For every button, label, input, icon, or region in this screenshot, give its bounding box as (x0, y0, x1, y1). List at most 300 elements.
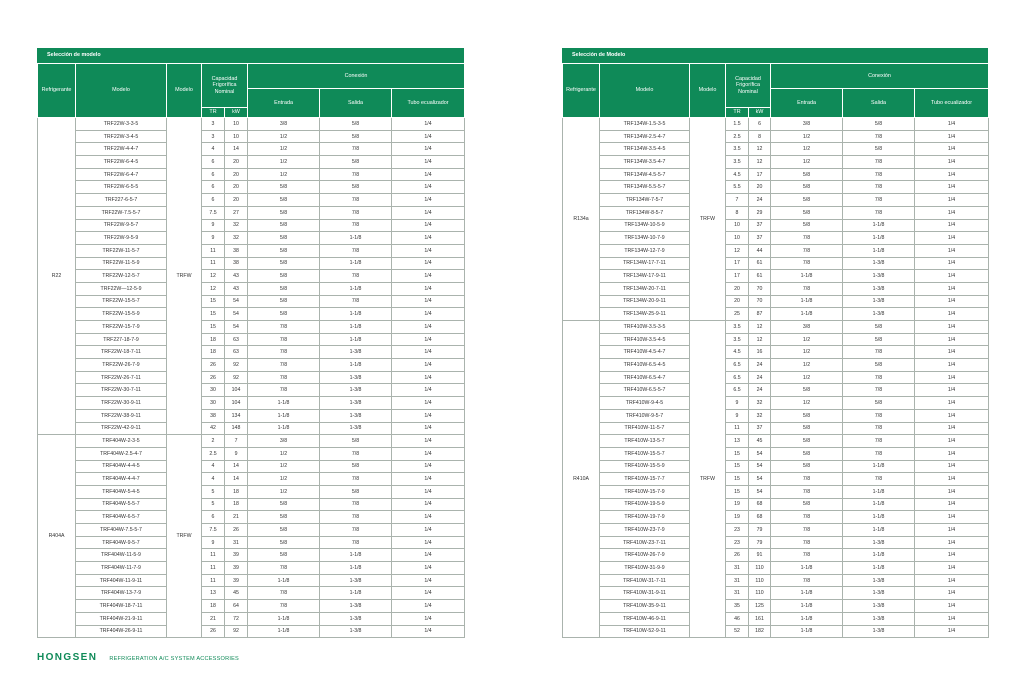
tr-cell: 7.5 (202, 524, 225, 537)
brand-logo: HONGSEN (37, 652, 98, 663)
salida-cell: 1-1/8 (320, 308, 392, 321)
table-row (38, 612, 465, 625)
salida-cell: 1-1/8 (320, 282, 392, 295)
model-cell: TRF22W-9-5-7 (76, 219, 167, 232)
salida-cell: 1-3/8 (843, 600, 915, 613)
tr-cell: 26 (202, 625, 225, 638)
tubo-cell: 1/4 (915, 460, 989, 473)
salida-cell: 7/8 (843, 346, 915, 359)
model-cell: TRF410W-23-7-11 (600, 536, 690, 549)
kw-cell: 26 (225, 524, 248, 537)
table-row (563, 422, 989, 435)
entrada-cell: 7/8 (771, 524, 843, 537)
entrada-cell: 5/8 (248, 232, 320, 245)
salida-cell: 1-3/8 (320, 397, 392, 410)
kw-cell: 38 (225, 244, 248, 257)
tr-cell: 9 (202, 232, 225, 245)
entrada-cell: 1-1/8 (771, 625, 843, 638)
entrada-cell: 5/8 (248, 282, 320, 295)
entrada-cell: 5/8 (771, 194, 843, 207)
header-tr: TR (202, 108, 225, 118)
tubo-cell: 1/4 (915, 244, 989, 257)
tr-cell: 4 (202, 143, 225, 156)
model-cell: TRF134W-2.5-4-7 (600, 130, 690, 143)
tubo-cell: 1/4 (915, 498, 989, 511)
table-row (38, 244, 465, 257)
table-row (38, 359, 465, 372)
salida-cell: 1-3/8 (320, 371, 392, 384)
kw-cell: 39 (225, 562, 248, 575)
kw-cell: 110 (749, 562, 771, 575)
kw-cell: 12 (749, 143, 771, 156)
tr-cell: 7.5 (202, 206, 225, 219)
header-modelo-series: Modelo (690, 64, 726, 118)
refrigerant-cell: R22 (38, 118, 76, 435)
tr-cell: 3 (202, 118, 225, 131)
salida-cell: 7/8 (320, 194, 392, 207)
tr-cell: 6.5 (726, 371, 749, 384)
table-row (38, 333, 465, 346)
tubo-cell: 1/4 (915, 282, 989, 295)
model-cell: TRF134W-17-9-11 (600, 270, 690, 283)
kw-cell: 24 (749, 194, 771, 207)
model-cell: TRF410W-46-9-11 (600, 612, 690, 625)
kw-cell: 91 (749, 549, 771, 562)
salida-cell: 1-1/8 (320, 321, 392, 334)
table-row (38, 130, 465, 143)
tubo-cell: 1/4 (392, 409, 465, 422)
model-table (37, 63, 465, 638)
entrada-cell: 5/8 (771, 219, 843, 232)
entrada-cell: 1-1/8 (771, 600, 843, 613)
model-cell: TRF134W-5.5-5-7 (600, 181, 690, 194)
entrada-cell: 1-1/8 (248, 397, 320, 410)
tubo-cell: 1/4 (392, 219, 465, 232)
kw-cell: 29 (749, 206, 771, 219)
salida-cell: 5/8 (843, 397, 915, 410)
tubo-cell: 1/4 (392, 232, 465, 245)
table-row (38, 422, 465, 435)
tr-cell: 15 (202, 321, 225, 334)
tr-cell: 15 (726, 460, 749, 473)
tubo-cell: 1/4 (392, 371, 465, 384)
model-cell: TRF22W-11-5-9 (76, 257, 167, 270)
salida-cell: 1-3/8 (320, 612, 392, 625)
kw-cell: 161 (749, 612, 771, 625)
panel-banner: Selección de modelo (37, 48, 464, 63)
tubo-cell: 1/4 (392, 333, 465, 346)
kw-cell: 134 (225, 409, 248, 422)
kw-cell: 14 (225, 460, 248, 473)
model-cell: TRF410W-26-7-9 (600, 549, 690, 562)
tubo-cell: 1/4 (392, 498, 465, 511)
entrada-cell: 7/8 (248, 562, 320, 575)
table-row (563, 244, 989, 257)
model-cell: TRF404W-2.5-4-7 (76, 447, 167, 460)
tr-cell: 12 (726, 244, 749, 257)
model-cell: TRF410W-6.5-4-7 (600, 371, 690, 384)
kw-cell: 79 (749, 536, 771, 549)
tubo-cell: 1/4 (915, 371, 989, 384)
table-row (38, 498, 465, 511)
model-cell: TRF410W-9-4-5 (600, 397, 690, 410)
salida-cell: 1-1/8 (843, 219, 915, 232)
kw-cell: 18 (225, 485, 248, 498)
tr-cell: 26 (202, 371, 225, 384)
entrada-cell: 7/8 (771, 473, 843, 486)
tr-cell: 31 (726, 574, 749, 587)
table-row (563, 156, 989, 169)
table-header (38, 64, 465, 118)
tubo-cell: 1/4 (915, 435, 989, 448)
model-cell: TRF22W-38-9-11 (76, 409, 167, 422)
table-row (563, 359, 989, 372)
entrada-cell: 1/2 (771, 346, 843, 359)
tubo-cell: 1/4 (392, 600, 465, 613)
tr-cell: 4.5 (726, 346, 749, 359)
model-cell: TRF22W-3-3-5 (76, 118, 167, 131)
entrada-cell: 1-1/8 (248, 612, 320, 625)
tr-cell: 52 (726, 625, 749, 638)
tr-cell: 3 (202, 130, 225, 143)
table-header (563, 64, 989, 118)
tr-cell: 11 (202, 257, 225, 270)
table-row (563, 219, 989, 232)
table-row (563, 333, 989, 346)
tubo-cell: 1/4 (915, 384, 989, 397)
model-cell: TRF404W-26-9-11 (76, 625, 167, 638)
entrada-cell: 1-1/8 (248, 422, 320, 435)
tr-cell: 9 (726, 397, 749, 410)
kw-cell: 20 (225, 194, 248, 207)
tubo-cell: 1/4 (915, 308, 989, 321)
model-cell: TRF22W-6-5-5 (76, 181, 167, 194)
entrada-cell: 7/8 (248, 321, 320, 334)
tubo-cell: 1/4 (915, 219, 989, 232)
entrada-cell: 7/8 (248, 384, 320, 397)
tubo-cell: 1/4 (915, 473, 989, 486)
tubo-cell: 1/4 (915, 168, 989, 181)
kw-cell: 20 (749, 181, 771, 194)
salida-cell: 7/8 (843, 384, 915, 397)
header-conexion: Conexión (248, 64, 465, 89)
tr-cell: 9 (202, 219, 225, 232)
tubo-cell: 1/4 (392, 422, 465, 435)
header-kw: kW (749, 108, 771, 118)
model-table (562, 63, 989, 638)
salida-cell: 1-3/8 (320, 409, 392, 422)
tubo-cell: 1/4 (392, 536, 465, 549)
entrada-cell: 7/8 (771, 549, 843, 562)
tubo-cell: 1/4 (915, 346, 989, 359)
salida-cell: 7/8 (320, 244, 392, 257)
tubo-cell: 1/4 (915, 156, 989, 169)
model-cell: TRF22W-3-4-5 (76, 130, 167, 143)
tubo-cell: 1/4 (915, 612, 989, 625)
table-row (38, 219, 465, 232)
entrada-cell: 5/8 (771, 409, 843, 422)
model-cell: TRF410W-31-9-9 (600, 562, 690, 575)
model-cell: TRF227-18-7-9 (76, 333, 167, 346)
salida-cell: 1-1/8 (320, 587, 392, 600)
tr-cell: 20 (726, 282, 749, 295)
tr-cell: 46 (726, 612, 749, 625)
table-row (38, 295, 465, 308)
tr-cell: 18 (202, 346, 225, 359)
header-conexion: Conexión (771, 64, 989, 89)
salida-cell: 5/8 (320, 435, 392, 448)
tr-cell: 6.5 (726, 359, 749, 372)
entrada-cell: 5/8 (771, 460, 843, 473)
salida-cell: 1-3/8 (320, 422, 392, 435)
table-row (38, 447, 465, 460)
model-cell: TRF22W-26-7-11 (76, 371, 167, 384)
tubo-cell: 1/4 (915, 181, 989, 194)
salida-cell: 7/8 (843, 473, 915, 486)
entrada-cell: 5/8 (248, 219, 320, 232)
salida-cell: 5/8 (843, 359, 915, 372)
tubo-cell: 1/4 (915, 130, 989, 143)
tr-cell: 9 (726, 409, 749, 422)
table-row (38, 485, 465, 498)
salida-cell: 1-3/8 (843, 257, 915, 270)
entrada-cell: 7/8 (771, 232, 843, 245)
tubo-cell: 1/4 (392, 359, 465, 372)
table-row (563, 295, 989, 308)
salida-cell: 1-3/8 (843, 612, 915, 625)
tubo-cell: 1/4 (392, 625, 465, 638)
tr-cell: 3.5 (726, 156, 749, 169)
table-row (563, 574, 989, 587)
kw-cell: 39 (225, 574, 248, 587)
table-row (563, 625, 989, 638)
kw-cell: 72 (225, 612, 248, 625)
tr-cell: 6 (202, 156, 225, 169)
kw-cell: 44 (749, 244, 771, 257)
tr-cell: 11 (202, 549, 225, 562)
entrada-cell: 7/8 (248, 587, 320, 600)
salida-cell: 1-1/8 (843, 498, 915, 511)
entrada-cell: 1-1/8 (248, 625, 320, 638)
tubo-cell: 1/4 (915, 194, 989, 207)
tubo-cell: 1/4 (915, 143, 989, 156)
tubo-cell: 1/4 (392, 282, 465, 295)
tr-cell: 9 (202, 536, 225, 549)
entrada-cell: 1/2 (771, 397, 843, 410)
kw-cell: 37 (749, 422, 771, 435)
model-cell: TRF134W-10-7-9 (600, 232, 690, 245)
model-cell: TRF22W-15-7-9 (76, 321, 167, 334)
entrada-cell: 1/2 (248, 156, 320, 169)
kw-cell: 20 (225, 181, 248, 194)
model-cell: TRF410W-4.5-4-7 (600, 346, 690, 359)
tubo-cell: 1/4 (915, 397, 989, 410)
model-cell: TRF134W-20-9-11 (600, 295, 690, 308)
entrada-cell: 1-1/8 (771, 270, 843, 283)
salida-cell: 1-3/8 (843, 295, 915, 308)
salida-cell: 7/8 (843, 435, 915, 448)
model-cell: TRF410W-19-7-9 (600, 511, 690, 524)
tr-cell: 35 (726, 600, 749, 613)
kw-cell: 92 (225, 625, 248, 638)
salida-cell: 7/8 (843, 206, 915, 219)
tubo-cell: 1/4 (915, 422, 989, 435)
salida-cell: 5/8 (320, 156, 392, 169)
table-row (563, 549, 989, 562)
tubo-cell: 1/4 (915, 232, 989, 245)
kw-cell: 148 (225, 422, 248, 435)
right-selection-panel (562, 48, 988, 638)
tr-cell: 19 (726, 498, 749, 511)
table-row (38, 536, 465, 549)
entrada-cell: 5/8 (248, 270, 320, 283)
tr-cell: 25 (726, 308, 749, 321)
tubo-cell: 1/4 (915, 549, 989, 562)
salida-cell: 7/8 (320, 524, 392, 537)
salida-cell: 7/8 (320, 168, 392, 181)
entrada-cell: 5/8 (248, 524, 320, 537)
entrada-cell: 5/8 (771, 435, 843, 448)
model-cell: TRF410W-11-5-7 (600, 422, 690, 435)
table-row (563, 346, 989, 359)
kw-cell: 54 (749, 485, 771, 498)
table-row (563, 206, 989, 219)
series-cell: TRFW (690, 321, 726, 638)
entrada-cell: 1/2 (771, 333, 843, 346)
kw-cell: 18 (225, 498, 248, 511)
tubo-cell: 1/4 (915, 333, 989, 346)
tubo-cell: 1/4 (915, 625, 989, 638)
tubo-cell: 1/4 (392, 295, 465, 308)
tubo-cell: 1/4 (915, 447, 989, 460)
kw-cell: 125 (749, 600, 771, 613)
model-cell: TRF404W-6-5-7 (76, 511, 167, 524)
tubo-cell: 1/4 (392, 574, 465, 587)
salida-cell: 1-1/8 (843, 562, 915, 575)
kw-cell: 92 (225, 371, 248, 384)
model-cell: TRF22W—12-5-9 (76, 282, 167, 295)
table-row (563, 587, 989, 600)
entrada-cell: 1/2 (248, 473, 320, 486)
tubo-cell: 1/4 (392, 549, 465, 562)
salida-cell: 1-1/8 (843, 460, 915, 473)
model-cell: TRF22W-26-7-9 (76, 359, 167, 372)
tr-cell: 11 (726, 422, 749, 435)
kw-cell: 63 (225, 346, 248, 359)
salida-cell: 7/8 (843, 447, 915, 460)
salida-cell: 1-3/8 (320, 600, 392, 613)
entrada-cell: 5/8 (771, 181, 843, 194)
table-row (563, 562, 989, 575)
tr-cell: 17 (726, 270, 749, 283)
kw-cell: 45 (225, 587, 248, 600)
table-row (563, 473, 989, 486)
tubo-cell: 1/4 (915, 359, 989, 372)
model-cell: TRF410W-3.5-3-5 (600, 321, 690, 334)
entrada-cell: 1/2 (771, 130, 843, 143)
salida-cell: 5/8 (843, 321, 915, 334)
table-row (38, 232, 465, 245)
salida-cell: 1-3/8 (843, 536, 915, 549)
kw-cell: 24 (749, 371, 771, 384)
tr-cell: 5 (202, 485, 225, 498)
table-row (563, 536, 989, 549)
tr-cell: 3.5 (726, 333, 749, 346)
table-row (38, 625, 465, 638)
tubo-cell: 1/4 (392, 511, 465, 524)
tubo-cell: 1/4 (392, 308, 465, 321)
model-cell: TRF22W-12-5-7 (76, 270, 167, 283)
table-row (563, 168, 989, 181)
model-cell: TRF22W-15-5-9 (76, 308, 167, 321)
salida-cell: 1-1/8 (320, 232, 392, 245)
entrada-cell: 7/8 (771, 511, 843, 524)
salida-cell: 7/8 (320, 536, 392, 549)
salida-cell: 7/8 (843, 422, 915, 435)
table-row (38, 282, 465, 295)
kw-cell: 70 (749, 282, 771, 295)
table-row (38, 473, 465, 486)
kw-cell: 24 (749, 384, 771, 397)
model-cell: TRF22W-18-7-11 (76, 346, 167, 359)
tubo-cell: 1/4 (915, 295, 989, 308)
series-cell: TRFW (167, 435, 202, 638)
entrada-cell: 1-1/8 (771, 562, 843, 575)
model-cell: TRF410W-6.5-5-7 (600, 384, 690, 397)
tr-cell: 10 (726, 219, 749, 232)
header-modelo-series: Modelo (167, 64, 202, 118)
tr-cell: 6 (202, 194, 225, 207)
kw-cell: 64 (225, 600, 248, 613)
model-cell: TRF134W-12-7-9 (600, 244, 690, 257)
salida-cell: 1-3/8 (843, 574, 915, 587)
table-row (38, 143, 465, 156)
entrada-cell: 7/8 (248, 346, 320, 359)
entrada-cell: 1-1/8 (248, 409, 320, 422)
table-row (38, 587, 465, 600)
table-row (38, 257, 465, 270)
table-row (38, 194, 465, 207)
refrigerant-cell: R410A (563, 321, 600, 638)
salida-cell: 1-3/8 (320, 574, 392, 587)
kw-cell: 54 (225, 321, 248, 334)
tr-cell: 1.5 (726, 118, 749, 131)
tubo-cell: 1/4 (392, 562, 465, 575)
tr-cell: 15 (726, 485, 749, 498)
entrada-cell: 5/8 (771, 384, 843, 397)
kw-cell: 7 (225, 435, 248, 448)
kw-cell: 32 (749, 397, 771, 410)
tubo-cell: 1/4 (915, 536, 989, 549)
table-row (38, 206, 465, 219)
model-cell: TRF134W-1.5-3-5 (600, 118, 690, 131)
model-cell: TRF410W-15-5-9 (600, 460, 690, 473)
kw-cell: 182 (749, 625, 771, 638)
entrada-cell: 7/8 (248, 359, 320, 372)
kw-cell: 87 (749, 308, 771, 321)
model-cell: TRF410W-15-7-7 (600, 473, 690, 486)
salida-cell: 7/8 (320, 219, 392, 232)
tr-cell: 2.5 (202, 447, 225, 460)
tubo-cell: 1/4 (392, 346, 465, 359)
header-modelo: Modelo (76, 64, 167, 118)
table-row (563, 524, 989, 537)
table-row (38, 156, 465, 169)
header-kw: kW (225, 108, 248, 118)
table-row (563, 232, 989, 245)
table-row (563, 181, 989, 194)
model-cell: TRF22W-42-9-11 (76, 422, 167, 435)
